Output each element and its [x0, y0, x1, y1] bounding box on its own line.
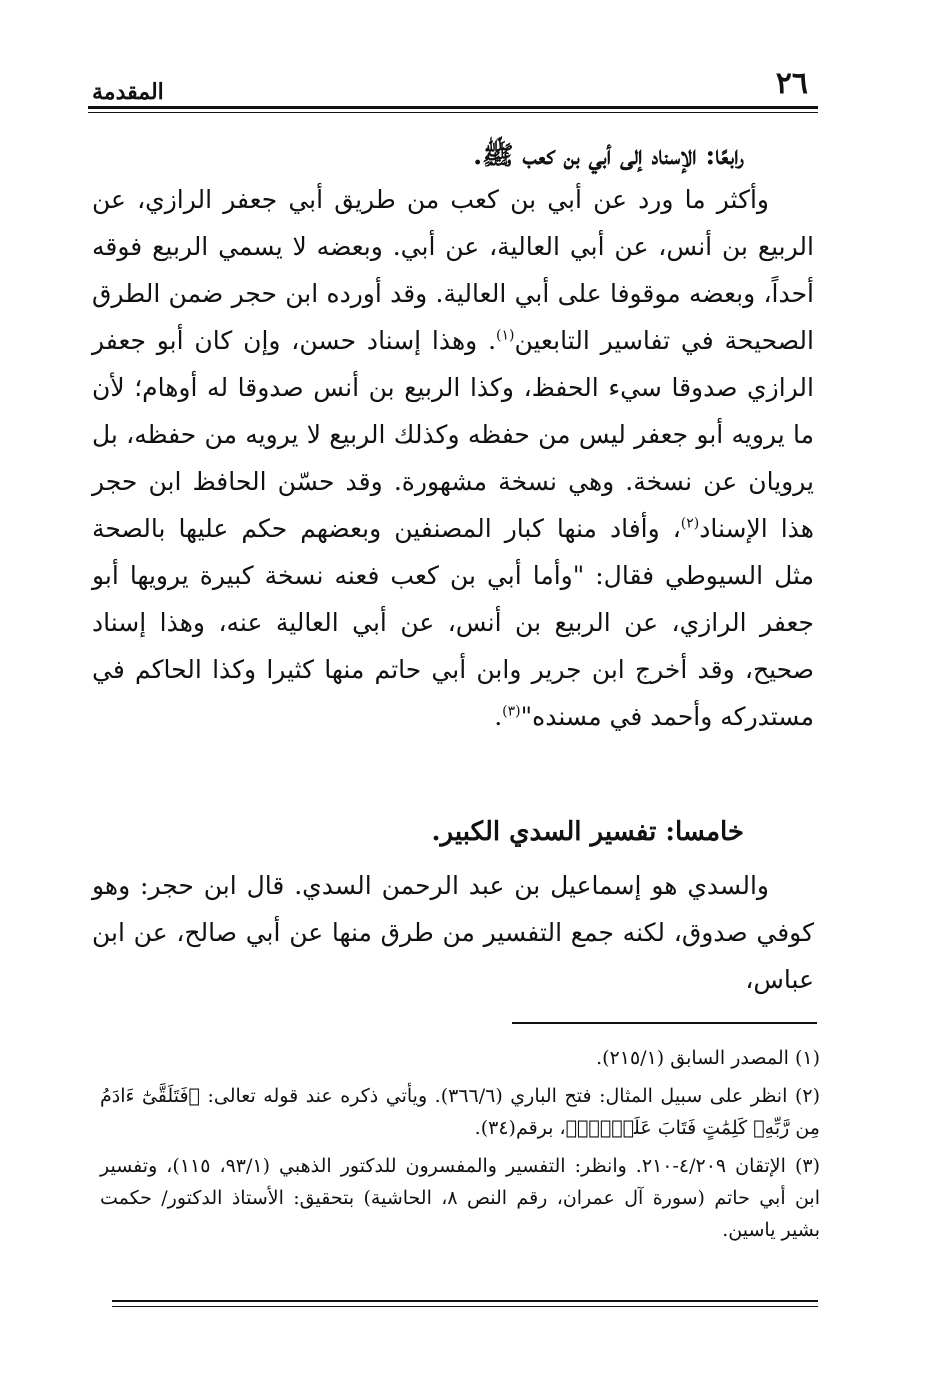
bottom-rule — [112, 1300, 818, 1302]
footnote-ref-2[interactable]: (٢) — [680, 515, 700, 532]
footnote-separator — [512, 1022, 817, 1024]
footnotes — [100, 1042, 820, 1252]
paragraph-text-a: وأكثر ما ورد عن أبي بن كعب من طريق أبي جعفر الرازي، عن الربيع بن أنس، عن أبي العالية، عن أبي. وبعضه لا يسمي الربيع فوقه أحداً، وبعضه موقوفا على أبي العالية. وقد أورده ابن حجر ضمن الطرق الصحيحة في تفاسير التابعين — [92, 185, 814, 355]
section-four — [92, 136, 814, 740]
section-five-heading: خامسا: تفسير السدي الكبير. — [431, 817, 744, 847]
footnote-2 — [100, 1080, 820, 1144]
footnote-number: (٢) — [794, 1085, 820, 1107]
paragraph-text-c: ، وأفاد منها كبار المصنفين وبعضهم حكم عليها بالصحة مثل السيوطي فقال: "وأما أبي بن كعب فعنه نسخة كبيرة يرويها أبو جعفر الرازي، عن الربيع بن أنس، عن أبي العالية عنه، وهذا إسناد صحيح، وقد أخرج ابن جرير وابن أبي حاتم منها كثيرا وكذا الحاكم في مستدركه وأحمد في مسنده" — [92, 514, 814, 731]
page-number: ٢٦ — [775, 66, 808, 101]
footnote-1 — [100, 1042, 820, 1074]
footnote-number: (١) — [794, 1047, 820, 1069]
header-rule — [88, 106, 818, 109]
footnote-ref-3[interactable]: (٣) — [502, 703, 521, 720]
footnote-ref-1[interactable]: (١) — [496, 327, 515, 344]
section-five — [92, 812, 814, 1003]
page-header — [88, 62, 818, 110]
header-rule-thin — [88, 112, 818, 113]
bottom-rule-thin — [112, 1306, 818, 1307]
footnote-text: انظر على سبيل المثال: فتح الباري (٣٦٦/٦). ويأتي ذكره عند قوله تعالى: ﴿فَتَلَقَّىٰٓ ءَادَمُ مِن رَّبِّهِۦ كَلِمَٰتٍ فَتَابَ عَلَيۡهِۚ﴾، برقم(٣٤). — [100, 1085, 820, 1139]
footnote-3 — [100, 1150, 820, 1246]
footnote-text: المصدر السابق (٢١٥/١). — [596, 1047, 789, 1069]
paragraph-text-b: . وهذا إسناد حسن، وإن كان أبو جعفر الرازي صدوقا سيء الحفظ، وكذا الربيع بن أنس صدوقا له أوهام؛ لأن ما يرويه أبو جعفر ليس من حفظه وكذلك الربيع لا يرويه من حفظه، بل يرويان عن نسخة. وهي نسخة مشهورة. وقد حسّن الحافظ ابن حجر هذا الإسناد — [92, 326, 814, 543]
footnote-number: (٣) — [794, 1155, 821, 1177]
section-four-heading: رابعًا: الإسناد إلى أبي بن كعب ﷺ. — [473, 141, 744, 171]
footnote-text: الإتقان ٤/٢٠٩-٢١٠. وانظر: التفسير والمفسرون للدكتور الذهبي (٩٣/١، ١١٥)، وتفسير ابن أبي حاتم (سورة آل عمران، رقم النص ٨، الحاشية) بتحقيق: الأستاذ الدكتور/ حكمت بشير ياسين. — [100, 1155, 820, 1241]
paragraph-text-end: . — [494, 702, 503, 731]
section-five-paragraph: والسدي هو إسماعيل بن عبد الرحمن السدي. قال ابن حجر: وهو كوفي صدوق، لكنه جمع التفسير من طرق منها عن أبي صالح، عن ابن عباس، — [92, 871, 814, 994]
section-four-paragraph — [92, 176, 814, 740]
running-section-title: المقدمة — [92, 79, 164, 105]
